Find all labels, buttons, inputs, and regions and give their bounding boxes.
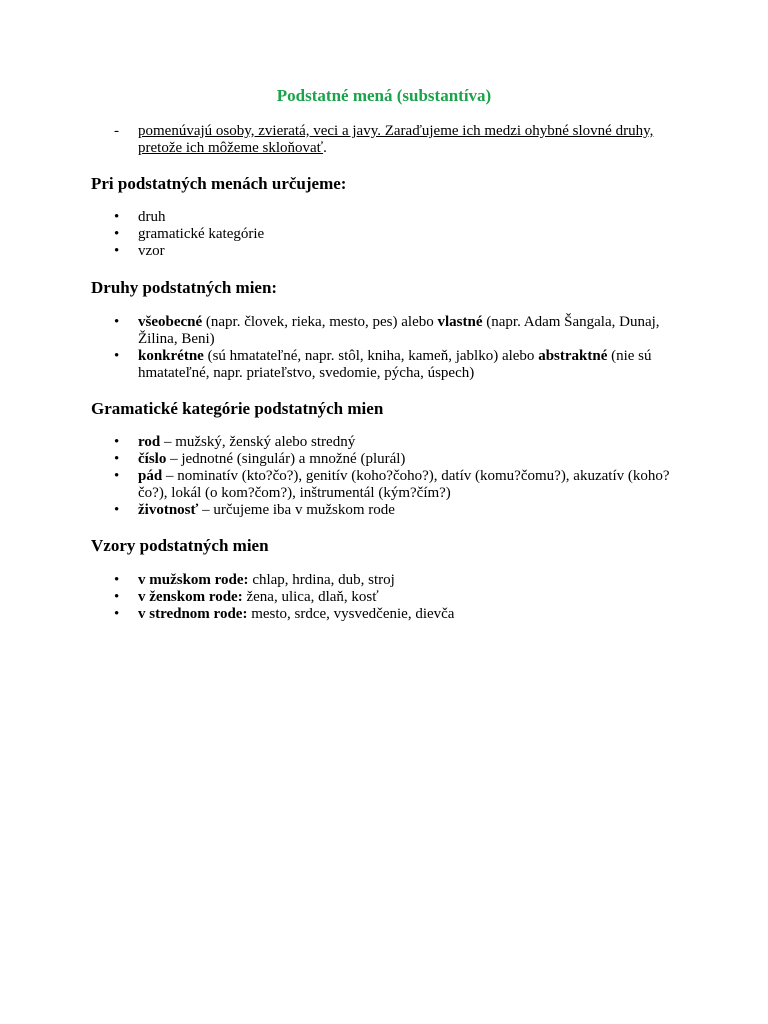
- list-item: [114, 434, 674, 451]
- determine-list: [114, 209, 674, 260]
- list-item: [114, 589, 674, 606]
- term-text: – mužský, ženský alebo stredný: [160, 434, 356, 450]
- section-heading-categories: Gramatické kategórie podstatných mien: [91, 399, 384, 418]
- term-text: mesto, srdce, vysvedčenie, dievča: [247, 606, 455, 622]
- intro-dash: -: [114, 123, 119, 139]
- intro-text-body: pomenúvajú osoby, zvieratá, veci a javy. Zaraďujeme ich medzi ohybné slovné druhy, pretože ich môžeme skloňovať: [138, 123, 654, 156]
- term-text: – nominatív (kto?čo?), genitív (koho?čoho?), datív (komu?čomu?), akuzatív (koho?čo?), lokál (o kom?čom?), inštrumentál (kým?čím?): [138, 468, 670, 501]
- term-bold: pád: [138, 468, 163, 484]
- term-text: (sú hmatateľné, napr. stôl, kniha, kameň, jablko) alebo: [203, 348, 539, 364]
- list-item: [114, 451, 674, 468]
- term-text: – jednotné (singulár) a množné (plurál): [166, 451, 406, 467]
- term-bold: :: [237, 589, 243, 605]
- section-heading-kinds: Druhy podstatných mien:: [91, 278, 278, 297]
- term-text: – určujeme iba v mužskom rode: [198, 502, 395, 518]
- term-bold: životnosť: [138, 502, 199, 518]
- list-item: • vzor: [114, 243, 674, 260]
- document-title: Podstatné mená (substantíva): [276, 86, 492, 105]
- intro-paragraph: [114, 123, 694, 157]
- list-item: [114, 502, 674, 519]
- term-text: (nie sú hmatateľné, napr. priateľstvo, svedomie, pýcha, úspech): [138, 348, 652, 381]
- categories-list: [114, 434, 674, 519]
- list-item: [114, 314, 674, 348]
- list-item: [114, 468, 674, 502]
- term-bold: rod: [138, 434, 161, 450]
- intro-text: [114, 123, 694, 157]
- list-item: [114, 348, 674, 382]
- list-item: [114, 572, 674, 589]
- term-bold: číslo: [138, 451, 167, 467]
- patterns-list: [114, 572, 674, 623]
- section-heading-patterns: Vzory podstatných mien: [91, 536, 269, 555]
- section-heading-determine: Pri podstatných menách určujeme:: [91, 174, 347, 193]
- kinds-list: [114, 314, 674, 382]
- term-bold: v strednom rode:: [138, 606, 248, 622]
- term-text: chlap, hrdina, dub, stroj: [248, 572, 395, 588]
- list-item: [114, 606, 674, 623]
- term-text: (napr. človek, rieka, mesto, pes) alebo: [202, 314, 438, 330]
- term-bold: v mužskom rode:: [138, 572, 249, 588]
- term-text: žena, ulica, dlaň, kosť: [242, 589, 379, 605]
- term-text: (napr. Adam Šangala, Dunaj, Žilina, Beni): [138, 314, 660, 347]
- term-bold: abstraktné: [538, 348, 608, 364]
- term-bold: v ženskom rode: [138, 589, 238, 605]
- intro-text-end: .: [323, 140, 327, 156]
- term-bold: všeobecné: [138, 314, 203, 330]
- list-item: • druh: [114, 209, 674, 226]
- term-bold: vlastné: [437, 314, 483, 330]
- term-bold: konkrétne: [138, 348, 204, 364]
- list-item: • gramatické kategórie: [114, 226, 674, 243]
